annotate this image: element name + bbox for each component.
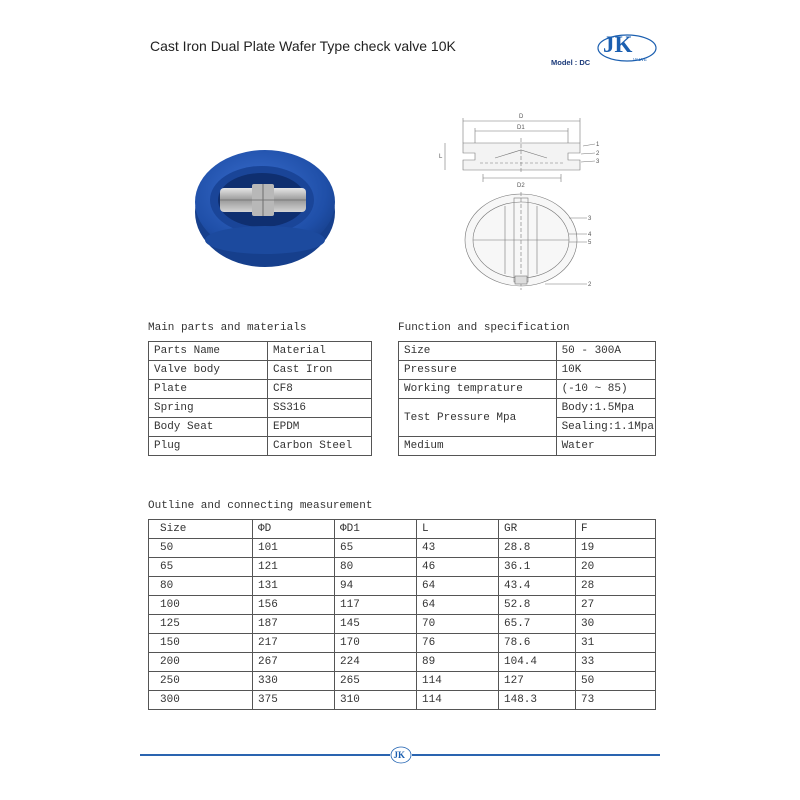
table-cell: Pressure [399, 361, 557, 380]
table-row [149, 437, 372, 456]
table-row [149, 418, 372, 437]
dim-label-l: L [439, 154, 443, 160]
callout-3b: 3 [588, 216, 592, 222]
table-cell: 80 [335, 558, 417, 577]
function-spec-table [398, 341, 656, 456]
callout-4: 4 [588, 232, 592, 238]
table-cell: CF8 [268, 380, 372, 399]
table-cell: 28 [576, 577, 656, 596]
dim-label-d1: D1 [517, 125, 525, 131]
header-cell: ΦD [253, 520, 335, 539]
table-cell: Plate [149, 380, 268, 399]
table-cell: 73 [576, 691, 656, 710]
footer-logo-text: JK [393, 750, 406, 760]
table-cell: 65 [149, 558, 253, 577]
section-title-outline: Outline and connecting measurement [148, 500, 373, 512]
table-cell: 50 [576, 672, 656, 691]
callout-2b: 2 [588, 282, 592, 288]
table-cell: 187 [253, 615, 335, 634]
section-title-function-spec: Function and specification [398, 322, 570, 334]
table-cell: 156 [253, 596, 335, 615]
table-cell: 217 [253, 634, 335, 653]
table-cell: 125 [149, 615, 253, 634]
table-row [149, 596, 656, 615]
table-row [149, 691, 656, 710]
table-cell: 64 [417, 596, 499, 615]
table-cell: 330 [253, 672, 335, 691]
callout-3: 3 [596, 159, 600, 165]
table-cell: 267 [253, 653, 335, 672]
table-cell: 65 [335, 539, 417, 558]
table-cell: Medium [399, 437, 557, 456]
outline-table [148, 519, 656, 710]
table-cell: 100 [149, 596, 253, 615]
table-cell: 52.8 [499, 596, 576, 615]
table-cell: 150 [149, 634, 253, 653]
table-cell: 224 [335, 653, 417, 672]
table-row [149, 577, 656, 596]
dim-label-d2: D2 [517, 183, 525, 189]
table-cell: 80 [149, 577, 253, 596]
table-cell: 117 [335, 596, 417, 615]
table-cell: EPDM [268, 418, 372, 437]
table-cell: 127 [499, 672, 576, 691]
table-cell: 43 [417, 539, 499, 558]
model-label: Model : DC [551, 58, 591, 67]
table-row [149, 653, 656, 672]
table-row [149, 361, 372, 380]
header-cell: Parts Name [149, 342, 268, 361]
table-cell: 131 [253, 577, 335, 596]
table-cell: 33 [576, 653, 656, 672]
callout-2: 2 [596, 151, 600, 157]
table-header-row [149, 520, 656, 539]
table-cell: 114 [417, 672, 499, 691]
table-cell: 89 [417, 653, 499, 672]
table-cell: 300 [149, 691, 253, 710]
table-cell: 101 [253, 539, 335, 558]
table-row [399, 380, 656, 399]
table-cell: 43.4 [499, 577, 576, 596]
table-cell: 31 [576, 634, 656, 653]
table-cell: Sealing:1.1Mpa [556, 418, 655, 437]
header-cell: Size [149, 520, 253, 539]
table-row [399, 399, 656, 418]
main-parts-table [148, 341, 372, 456]
table-cell: Test Pressure Mpa [399, 399, 557, 437]
table-cell: Cast Iron [268, 361, 372, 380]
table-cell: Body:1.5Mpa [556, 399, 655, 418]
dim-label-d: D [519, 114, 524, 120]
footer-logo [390, 743, 412, 767]
table-cell: (-10 ~ 85) [556, 380, 655, 399]
table-row [149, 399, 372, 418]
table-cell: Size [399, 342, 557, 361]
table-cell: 145 [335, 615, 417, 634]
header-cell: F [576, 520, 656, 539]
table-cell: 114 [417, 691, 499, 710]
table-cell: 121 [253, 558, 335, 577]
table-cell: 64 [417, 577, 499, 596]
table-cell: 104.4 [499, 653, 576, 672]
table-cell: 78.6 [499, 634, 576, 653]
table-cell: 50 [149, 539, 253, 558]
table-row [149, 558, 656, 577]
table-cell: Water [556, 437, 655, 456]
logo-text: JK [603, 32, 633, 57]
table-cell: Working temprature [399, 380, 557, 399]
table-cell: 50 - 300A [556, 342, 655, 361]
callout-1: 1 [596, 142, 600, 148]
table-cell: SS316 [268, 399, 372, 418]
table-cell: 265 [335, 672, 417, 691]
section-title-main-parts: Main parts and materials [148, 322, 307, 334]
table-row [399, 361, 656, 380]
table-cell: Carbon Steel [268, 437, 372, 456]
callout-5: 5 [588, 240, 592, 246]
table-row [399, 437, 656, 456]
technical-drawing [435, 108, 610, 298]
header-cell: ΦD1 [335, 520, 417, 539]
table-cell: 46 [417, 558, 499, 577]
table-cell: Plug [149, 437, 268, 456]
jk-logo [594, 30, 658, 66]
table-row [149, 539, 656, 558]
table-row [149, 672, 656, 691]
logo-subtext: VALVE [633, 57, 647, 62]
table-cell: 148.3 [499, 691, 576, 710]
table-header-row [149, 342, 372, 361]
document-title: Cast Iron Dual Plate Wafer Type check valve 10K [150, 38, 456, 54]
header-cell: L [417, 520, 499, 539]
table-cell: 250 [149, 672, 253, 691]
table-cell: 20 [576, 558, 656, 577]
table-cell: 170 [335, 634, 417, 653]
table-row [399, 342, 656, 361]
table-cell: 27 [576, 596, 656, 615]
table-cell: Body Seat [149, 418, 268, 437]
table-cell: Valve body [149, 361, 268, 380]
table-cell: 19 [576, 539, 656, 558]
table-cell: Spring [149, 399, 268, 418]
table-cell: 28.8 [499, 539, 576, 558]
table-cell: 94 [335, 577, 417, 596]
table-cell: 65.7 [499, 615, 576, 634]
table-row [149, 615, 656, 634]
table-row [149, 380, 372, 399]
table-cell: 76 [417, 634, 499, 653]
table-cell: 310 [335, 691, 417, 710]
table-cell: 10K [556, 361, 655, 380]
table-cell: 200 [149, 653, 253, 672]
table-cell: 375 [253, 691, 335, 710]
header-cell: Material [268, 342, 372, 361]
valve-photo [190, 140, 340, 270]
table-row [149, 634, 656, 653]
table-cell: 30 [576, 615, 656, 634]
table-cell: 36.1 [499, 558, 576, 577]
table-cell: 70 [417, 615, 499, 634]
header-cell: GR [499, 520, 576, 539]
